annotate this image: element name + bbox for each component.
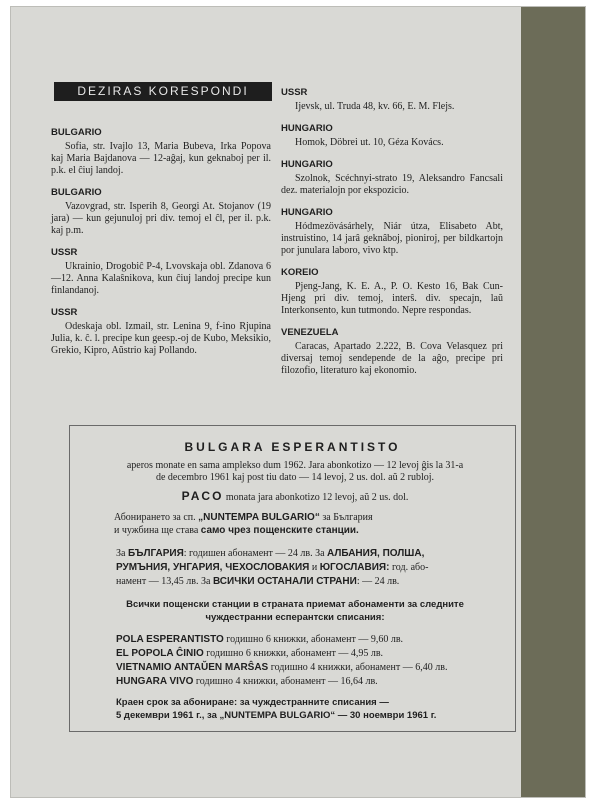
text: и [309,562,320,573]
magazine-line [116,648,526,660]
subscription-line: de decembro 1961 kaj post tiu dato — 14 levoj, 2 us. dol. aŭ 2 rubloj. [155,472,434,483]
text: „NUNTEMPA BULGARIO“ [198,512,320,523]
bg-line: чуждестранни есперантски списания: [205,612,385,623]
magazine-name: EL POPOLA ĈINIO [116,648,204,659]
magazine-line [116,662,526,674]
magazine-line [116,676,526,688]
paco-text: monata jara abonkotizo 12 levoj, aŭ 2 us. dol. [223,492,409,503]
right-column [281,77,503,377]
paco-line [90,490,500,504]
magazine-name: HUNGARA VIVO [116,676,194,687]
text: ЮГОСЛАВИЯ: [319,562,390,573]
paco-label: PACO [181,489,224,503]
entry [281,123,503,149]
bg-line [116,576,526,588]
bg-line [116,562,526,574]
entry-text: Homok, Döbrei ut. 10, Géza Kovács. [295,137,444,148]
magazine-price: годишно 6 книжки, абонамент — 9,60 лв. [223,634,404,645]
entry-country: HUNGARIO [281,159,333,170]
entry-country: HUNGARIO [281,123,333,134]
olive-edge-strip [521,7,585,797]
magazine-price: годишно 6 книжки, абонамент — 4,95 лв. [203,648,384,659]
entry-text: Sofia, str. Ivajlo 13, Maria Bubeva, Irka Popova kaj Maria Bajdanova — 12-aĝaj, kun geknaboj per il. p.k. el ĉiuj landoj. [51,141,271,176]
entry-text: Odeskaja obl. Izmail, str. Lenina 9, f-ino Rjupina Julia, k. ĉ. l. precipe kun geesp.-oj de Kubo, Meksikio, Grekio, Kipro, Aŭstrio kaj Pollando. [51,321,271,356]
text: и чужбина ще става [114,525,201,536]
entry-country: KOREIO [281,267,319,278]
text: за България [319,512,373,523]
text: намент — 13,45 лв. За [116,576,213,587]
text: РУМЪНИЯ, УНГАРИЯ, ЧЕХОСЛОВАКИЯ [116,562,310,573]
entry-text: Hódmezövásárhely, Niár útza, Elisabeto Abt, instruistino, 14 jarâ geknâboj, pioniroj, per bildkartojn por junulara laboro, vivo ktp. [281,221,503,256]
left-column [51,117,271,357]
entry-text: Caracas, Apartado 2.222, B. Cova Velasquez pri diversaj temoj sendepende de la aĝo, precipe pri filozofio, literaturo kaj ekonomio. [281,341,503,376]
text: само чрез пощенските станции. [200,525,359,536]
subscription-line: aperos monate en sama amplekso dum 1962. Jara abonkotizo — 12 levoj ĝis la 31-a [126,460,464,471]
magazine-name: POLA ESPERANTISTO [116,634,224,645]
entry [281,87,503,113]
entry-text: Vazovgrad, str. Isperih 8, Georgi At. Stojanov (19 jara) — kun gejunuloj pri div. temoj el ĉl, per il. p.k. kaj p.m. [51,201,271,236]
deadline-line: Краен срок за абониране: за чуждестранните списания — [116,697,389,708]
entry [281,207,503,257]
entry-country: HUNGARIO [281,207,333,218]
magazine-title: BULGARA ESPERANTISTO [184,440,401,454]
magazine-name: VIETNAMIO ANTAŬEN MARŜAS [116,662,269,673]
text: : — 24 лв. [356,576,400,587]
text: : годишен абонамент — 24 лв. За [183,548,328,559]
entry-country: USSR [51,307,78,318]
entry-country: VENEZUELA [281,327,339,338]
entry [281,267,503,317]
entry-country: BULGARIO [51,127,102,138]
entry-country: USSR [281,87,308,98]
entry-text: Pjeng-Jang, K. E. A., P. O. Kesto 16, Bak Cun-Hjeng pri div. temoj, interŝ. div. specajn, laŭ Interkonsento, kun tutmondo. Nepre respondas. [281,281,503,316]
entry-country: BULGARIO [51,187,102,198]
entry-text: Ukrainio, Drogobiĉ P-4, Lvovskaja obl. Zdanova 6—12. Anna Kalaŝnikova, kun ĉiuj landoj precipe kun finlandanoj. [51,261,271,296]
bg-line: Всички пощенски станции в страната приемат абонаменти за следните [126,599,464,610]
bg-line [114,525,524,537]
magazine-price: годишно 4 книжки, абонамент — 6,40 лв. [268,662,448,673]
entry [51,247,271,297]
entry [281,327,503,377]
section-heading: DEZIRAS KORESPONDI [54,82,272,101]
magazine-line [116,634,526,646]
subscription-box [69,425,516,732]
entry [51,187,271,237]
entry-text: Ijevsk, ul. Truda 48, kv. 66, E. M. Flejs. [295,101,455,112]
text: АЛБАНИЯ, ПОЛША, [327,548,425,559]
text: За [116,548,128,559]
text: БЪЛГАРИЯ [127,548,184,559]
text: год. або- [389,562,429,573]
bg-line [114,512,524,524]
bg-line [116,548,526,560]
page [10,6,586,798]
entry-text: Szolnok, Scéchnyi-strato 19, Aleksandro Fancsali dez. materialojn por ekspozicio. [281,173,503,196]
entry-country: USSR [51,247,78,258]
deadline-line: 5 декември 1961 г., за „NUNTEMPA BULGARIO“ — 30 ноември 1961 г. [116,710,437,721]
entry [281,159,503,197]
text: ВСИЧКИ ОСТАНАЛИ СТРАНИ [212,576,357,587]
magazine-price: годишно 4 книжки, абонамент — 16,64 лв. [193,676,378,687]
entry [51,307,271,357]
entry [51,127,271,177]
text: Абонирането за сп. [114,512,199,523]
